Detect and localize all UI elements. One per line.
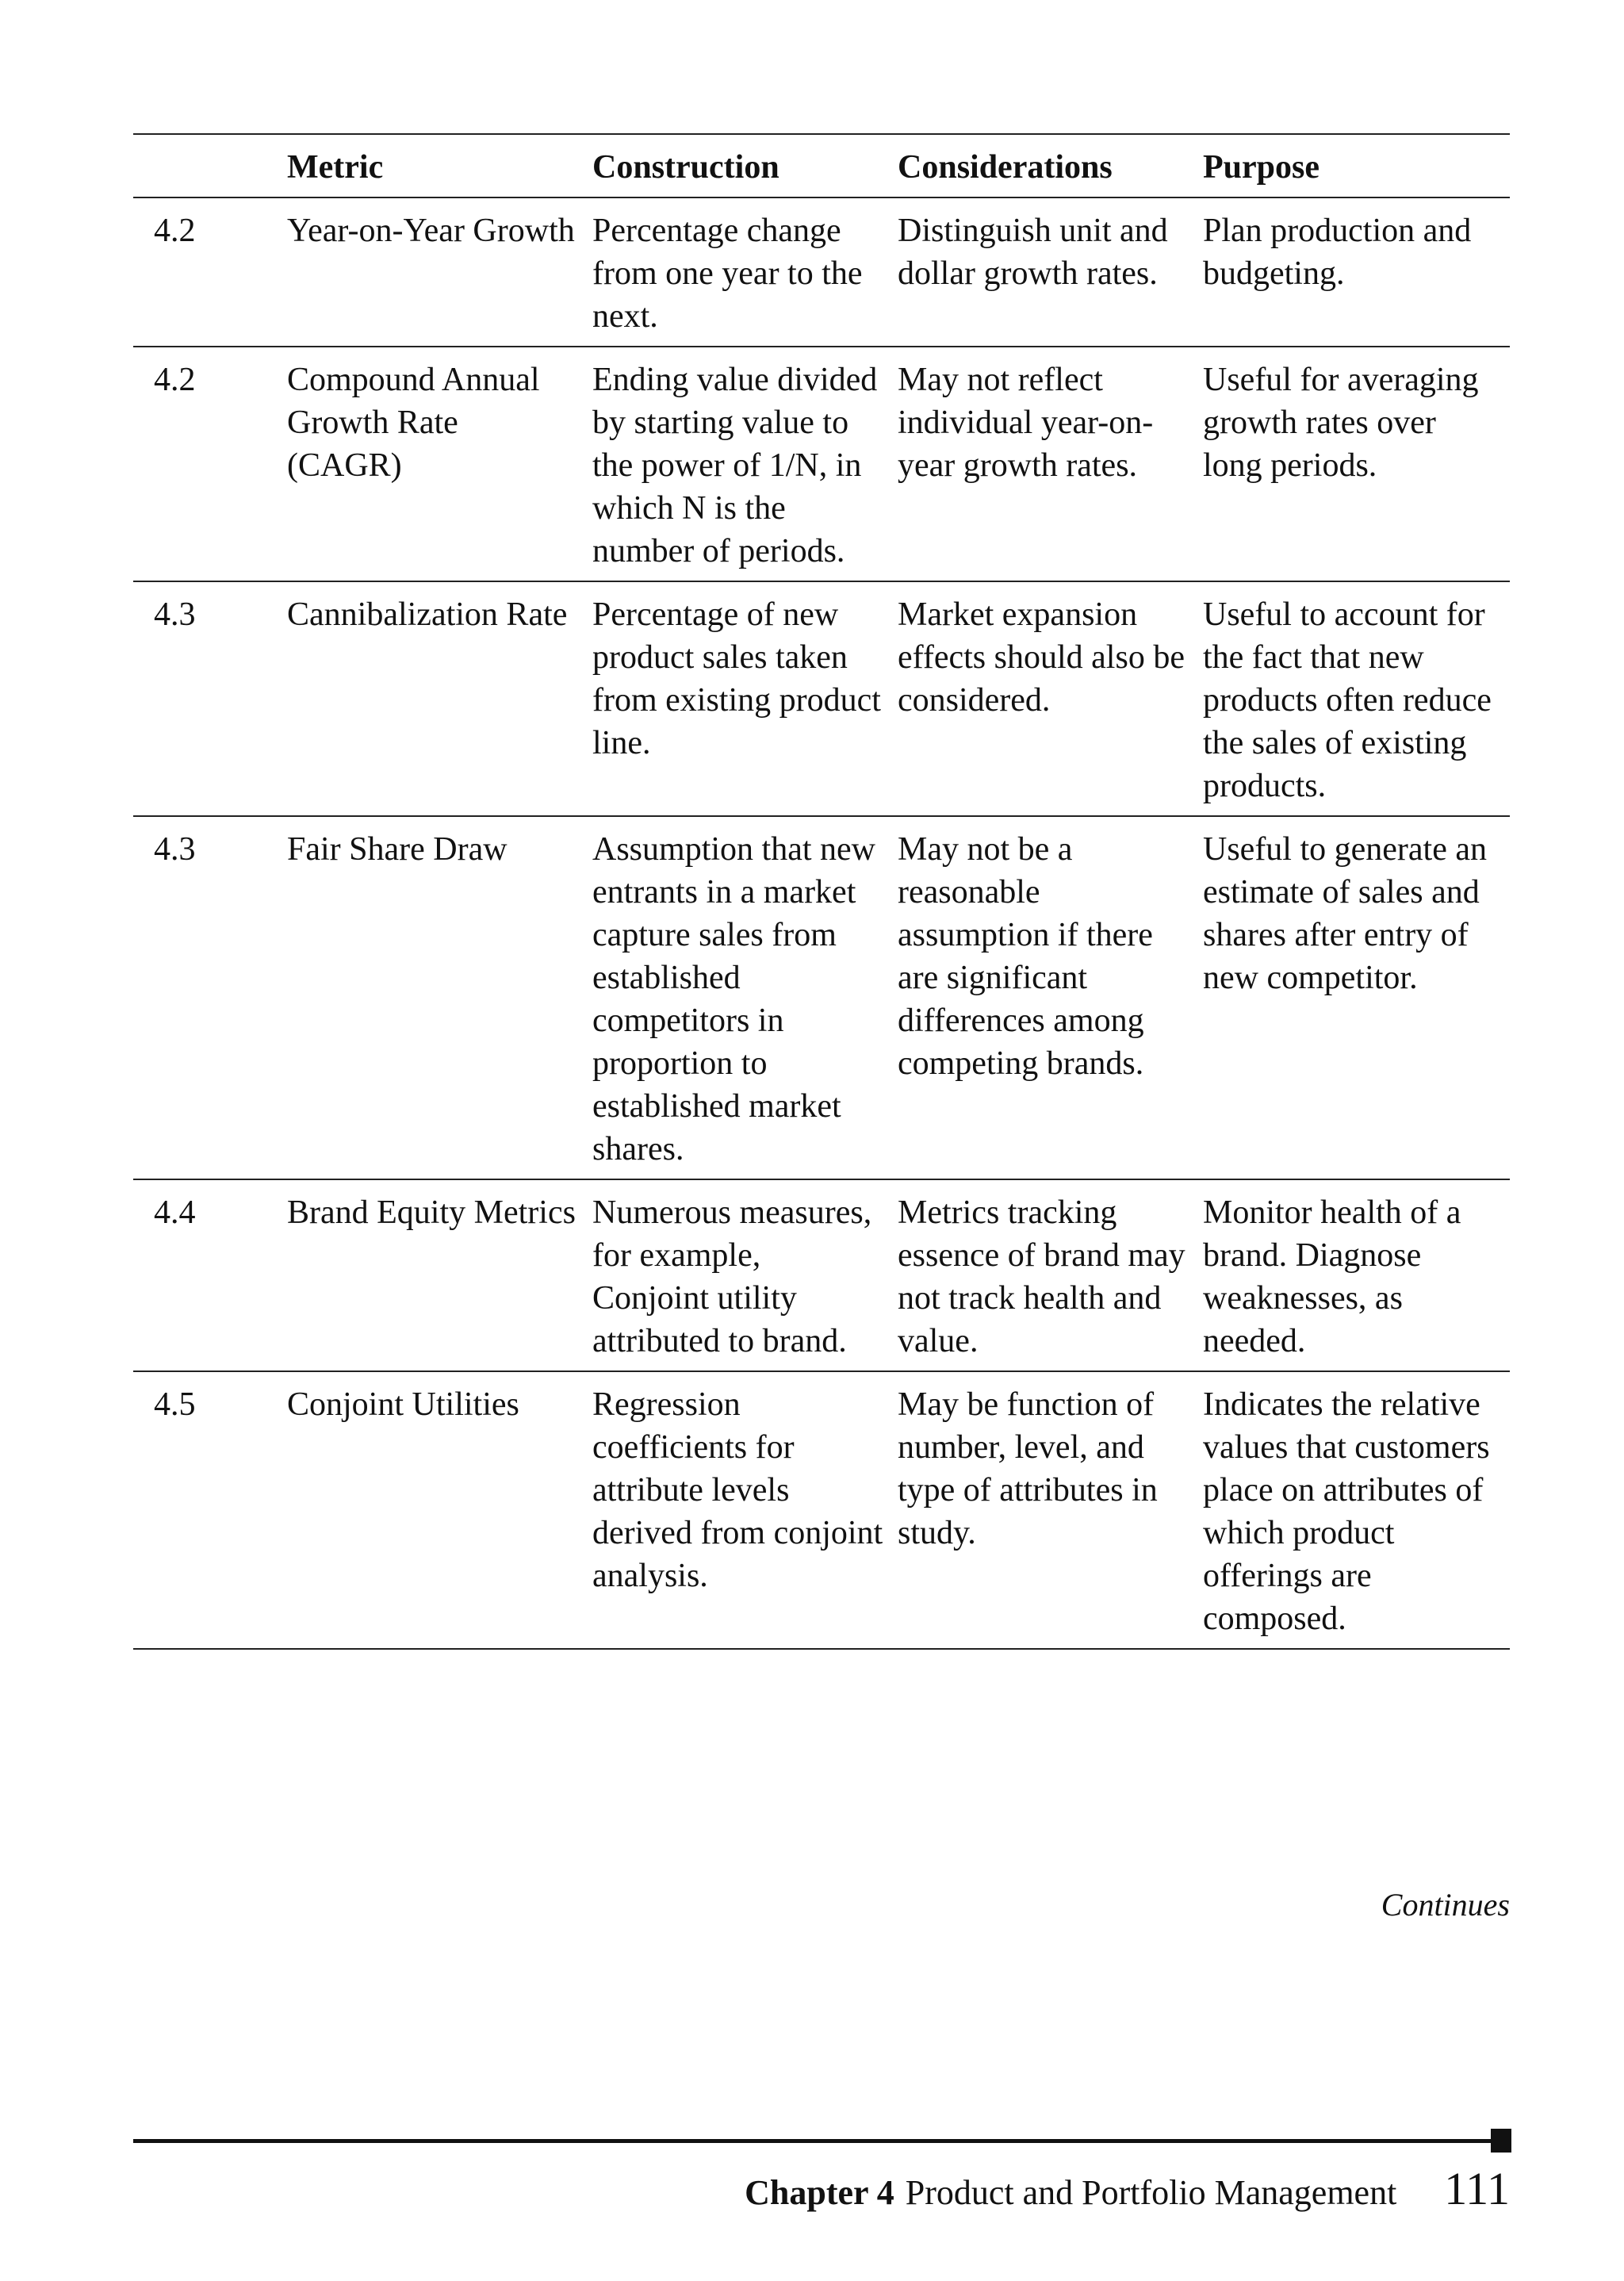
cell-considerations: May not be a reasonable assumption if there are significant differences among competing brands. <box>898 831 1153 1082</box>
cell-section: 4.3 <box>154 596 196 633</box>
header-section <box>133 134 287 197</box>
cell-considerations: May be function of number, level, and type of attributes in study. <box>898 1386 1158 1551</box>
table-row <box>133 581 1510 816</box>
cell-considerations: Distinguish unit and dollar growth rates. <box>898 213 1168 292</box>
table-row <box>133 347 1510 581</box>
cell-purpose: Useful for averaging growth rates over long periods. <box>1203 362 1479 484</box>
chapter-title: Product and Portfolio Management <box>905 2173 1397 2212</box>
cell-construction: Regression coefficients for attribute levels derived from conjoint analysis. <box>592 1386 883 1594</box>
header-construction: Construction <box>592 149 779 186</box>
chapter-label: Chapter 4 <box>745 2173 894 2212</box>
page-footer <box>745 2165 1510 2217</box>
cell-metric: Brand Equity Metrics <box>287 1194 576 1231</box>
cell-construction: Numerous measures, for example, Conjoint utility attributed to brand. <box>592 1194 872 1359</box>
table-row <box>133 1179 1510 1371</box>
cell-construction: Assumption that new entrants in a market capture sales from established competitors in proportion to established market shares. <box>592 831 875 1167</box>
continues-label: Continues <box>1381 1887 1510 1923</box>
page-number: 111 <box>1444 2163 1510 2214</box>
header-considerations: Considerations <box>898 149 1113 186</box>
cell-section: 4.3 <box>154 831 196 868</box>
cell-section: 4.2 <box>154 362 196 398</box>
cell-purpose: Useful to account for the fact that new products often reduce the sales of existing products. <box>1203 596 1492 804</box>
cell-construction: Percentage of new product sales taken from existing product line. <box>592 596 881 761</box>
cell-purpose: Useful to generate an estimate of sales and shares after entry of new competitor. <box>1203 831 1488 996</box>
cell-metric: Year-on-Year Growth <box>287 213 575 249</box>
table-row <box>133 1371 1510 1649</box>
cell-metric: Fair Share Draw <box>287 831 508 868</box>
cell-considerations: May not reflect individual year-on-year growth rates. <box>898 362 1154 484</box>
cell-metric: Conjoint Utilities <box>287 1386 519 1423</box>
cell-purpose: Monitor health of a brand. Diagnose weaknesses, as needed. <box>1203 1194 1461 1359</box>
table-header-row <box>133 134 1510 197</box>
footer-rule <box>133 2139 1497 2143</box>
cell-considerations: Market expansion effects should also be considered. <box>898 596 1185 719</box>
table-row <box>133 816 1510 1179</box>
table-row <box>133 197 1510 347</box>
cell-section: 4.2 <box>154 213 196 249</box>
cell-section: 4.5 <box>154 1386 196 1423</box>
cell-construction: Ending value divided by starting value to the power of 1/N, in which N is the number of periods. <box>592 362 878 569</box>
cell-metric: Cannibalization Rate <box>287 596 568 633</box>
header-purpose: Purpose <box>1203 149 1320 186</box>
cell-purpose: Plan production and budgeting. <box>1203 213 1472 292</box>
cell-construction: Percentage change from one year to the next. <box>592 213 863 335</box>
footer-square-marker <box>1491 2129 1511 2153</box>
cell-section: 4.4 <box>154 1194 196 1231</box>
header-metric: Metric <box>287 149 384 186</box>
cell-purpose: Indicates the relative values that customers place on attributes of which product offerings are composed. <box>1203 1386 1490 1637</box>
cell-considerations: Metrics tracking essence of brand may not track health and value. <box>898 1194 1185 1359</box>
cell-metric: Compound Annual Growth Rate (CAGR) <box>287 362 540 484</box>
metrics-summary-table <box>133 133 1510 1650</box>
